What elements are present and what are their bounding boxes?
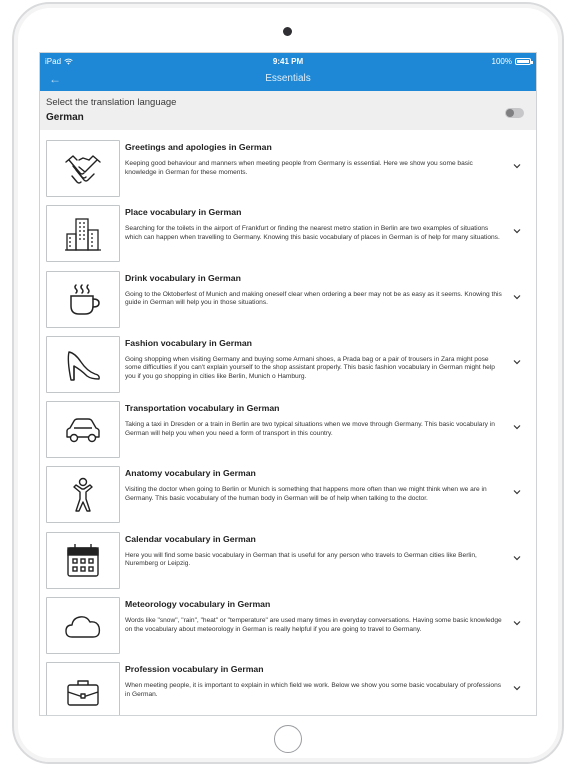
topic-title: Greetings and apologies in German — [125, 142, 272, 152]
chevron-down-icon[interactable] — [513, 489, 521, 495]
handshake-icon — [63, 149, 103, 189]
arrow-left-icon[interactable]: ← — [49, 72, 61, 86]
toggle-knob — [506, 109, 514, 117]
nav-bar — [40, 71, 536, 91]
topic-title: Place vocabulary in German — [125, 207, 242, 218]
topic-description: Here you will find some basic vocabulary in German that is useful for any person who travels to German cities like Berlin, Nuremberg or Leipzig. — [125, 551, 477, 568]
topic-title: Meteorology vocabulary in German — [125, 599, 271, 610]
topic-title: Fashion vocabulary in German — [125, 337, 252, 348]
topic-thumbnail — [46, 140, 120, 197]
app-screen — [39, 52, 537, 716]
briefcase-icon — [63, 671, 103, 711]
topic-title: Profession vocabulary in German — [125, 664, 264, 675]
calendar-icon — [63, 540, 103, 580]
language-prompt: Select the translation language — [46, 97, 177, 108]
topic-item-transportation[interactable] — [40, 391, 536, 456]
topic-thumbnail — [46, 532, 120, 589]
buildings-icon — [63, 214, 103, 254]
topic-title: Transportation vocabulary in German — [125, 403, 280, 414]
topic-item-anatomy[interactable] — [40, 456, 536, 521]
chevron-down-icon[interactable] — [513, 555, 521, 561]
chevron-down-icon[interactable] — [513, 685, 521, 691]
car-icon — [63, 410, 103, 450]
chevron-down-icon[interactable] — [513, 294, 521, 300]
topic-list — [40, 130, 536, 716]
battery-icon — [515, 58, 531, 65]
selected-language[interactable]: German — [46, 112, 84, 123]
device-label: iPad — [45, 57, 62, 66]
topic-thumbnail — [46, 597, 120, 654]
topic-description: Visiting the doctor when going to Berlin or Munich is something that happens more often than we might think when we are in Germany. This basic vocabulary of the human body in German will be of help when talking to the doctor. — [125, 486, 487, 503]
topic-description: Taking a taxi in Dresden or a train in Berlin are two typical situations when we move through Germany. This basic vocabulary in German will help you when you need a form of transport in this country. — [125, 421, 495, 437]
topic-description: Keeping good behaviour and manners when meeting people from Germany is essential. Here we show you some basic knowledge in German for these moments. — [125, 160, 473, 176]
battery-percent: 100% — [491, 57, 512, 66]
chevron-down-icon[interactable] — [513, 163, 521, 169]
language-selector[interactable] — [40, 91, 536, 130]
topic-thumbnail — [46, 662, 120, 716]
topic-item-fashion[interactable] — [40, 326, 536, 391]
topic-thumbnail — [46, 336, 120, 393]
topic-description: Going to the Oktoberfest of Munich and making oneself clear when ordering a beer may not be as easy as it seems. Knowing this guide in German will help you in those situations. — [125, 290, 502, 307]
topic-description: Going shopping when visiting Germany and buying some Armani shoes, a Prada bag or a pair of trousers in Zara might pose some difficulties if you can't explain yourself to the shop assistant properly. This basic fashion vocabulary in German might help you if you go shopping in cities like Berlin, Munich o Hamburg. — [125, 355, 495, 381]
topic-item-places[interactable] — [40, 195, 536, 260]
topic-thumbnail — [46, 466, 120, 523]
home-button[interactable] — [274, 725, 302, 753]
topic-item-profession[interactable] — [40, 652, 536, 716]
topic-item-calendar[interactable] — [40, 522, 536, 587]
coffee-cup-icon — [63, 279, 103, 319]
language-toggle[interactable] — [505, 108, 524, 118]
cloud-icon — [63, 606, 103, 646]
topic-title: Calendar vocabulary in German — [125, 533, 256, 544]
chevron-down-icon[interactable] — [513, 620, 521, 626]
chevron-down-icon[interactable] — [513, 424, 521, 430]
topic-description: Searching for the toilets in the airport of Frankfurt or finding the nearest metro station in Berlin are two examples of situations which can happen when travelling to Germany. Knowing this basic vocabulary of places in German is of help for many situations. — [125, 225, 500, 241]
topic-thumbnail — [46, 271, 120, 328]
front-camera — [283, 27, 292, 36]
status-right — [492, 57, 531, 66]
page-title: Essentials — [265, 73, 311, 84]
topic-item-greetings[interactable] — [40, 130, 536, 195]
person-icon — [63, 475, 103, 515]
chevron-down-icon[interactable] — [513, 228, 521, 234]
topic-item-drinks[interactable] — [40, 261, 536, 326]
high-heel-shoe-icon — [63, 344, 103, 384]
topic-thumbnail — [46, 205, 120, 262]
topic-title: Anatomy vocabulary in German — [125, 468, 256, 479]
app-header — [40, 53, 536, 91]
chevron-down-icon[interactable] — [513, 359, 521, 365]
topic-thumbnail — [46, 401, 120, 458]
topic-item-meteorology[interactable] — [40, 587, 536, 652]
status-time: 9:41 PM — [272, 57, 304, 66]
status-bar — [40, 56, 536, 70]
topic-description: When meeting people, it is important to explain in which field we work. Below we show you some basic vocabulary of professions in German. — [125, 682, 502, 698]
topic-description: Words like "snow", "rain", "heat" or "temperature" are used many times in everyday conversations. Having some basic knowledge on the vocabulary about meteorology in German is really helpful if you are going to travel to Germany. — [125, 617, 502, 633]
topic-title: Drink vocabulary in German — [125, 272, 241, 283]
